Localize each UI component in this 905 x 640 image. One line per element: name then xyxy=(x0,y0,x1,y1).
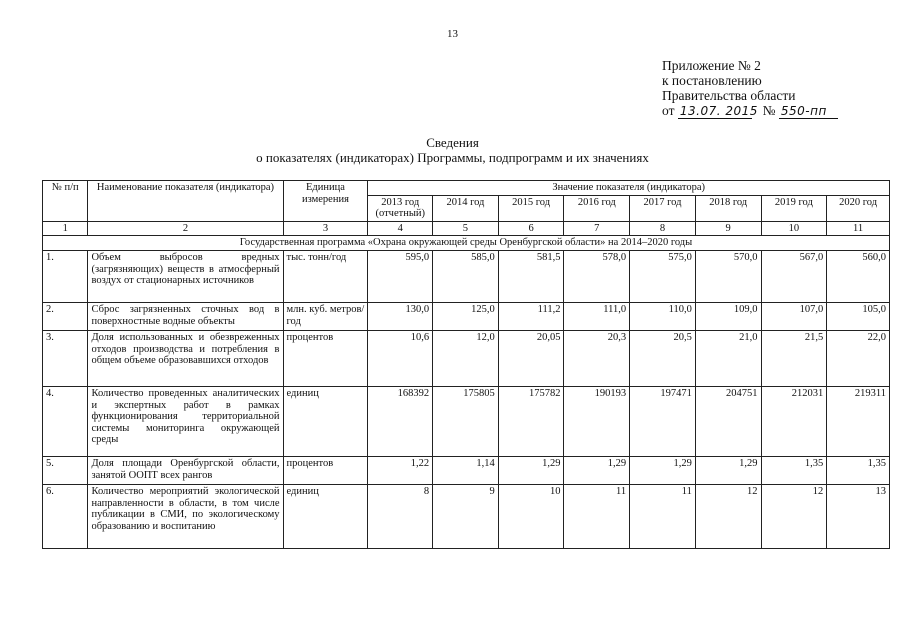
indicator-value: 12 xyxy=(761,484,827,548)
indicator-value: 168392 xyxy=(368,386,433,456)
row-number: 1. xyxy=(43,250,88,302)
indicator-value: 585,0 xyxy=(433,250,499,302)
header-year: 2013 год (отчетный) xyxy=(368,195,433,221)
header-year: 2018 год xyxy=(695,195,761,221)
indicator-value: 111,2 xyxy=(498,302,564,330)
indicator-value: 595,0 xyxy=(368,250,433,302)
table-row xyxy=(43,456,890,484)
column-number: 1 xyxy=(43,221,88,236)
document-title xyxy=(0,135,905,165)
indicator-value: 111,0 xyxy=(564,302,630,330)
unit-of-measure: процентов xyxy=(283,330,368,386)
indicator-value: 20,5 xyxy=(630,330,696,386)
indicator-value: 212031 xyxy=(761,386,827,456)
indicator-name: Сброс загрязненных сточных вод в поверхностные водные объекты xyxy=(88,302,283,330)
indicator-name: Количество проведенных аналитических и экспертных работ в рамках функционирования территориальной системы мониторинга окружающей среды xyxy=(88,386,283,456)
indicator-value: 570,0 xyxy=(695,250,761,302)
table-row xyxy=(43,386,890,456)
section-row xyxy=(43,236,890,251)
column-number: 2 xyxy=(88,221,283,236)
column-number: 9 xyxy=(695,221,761,236)
indicator-value: 204751 xyxy=(695,386,761,456)
indicators-table xyxy=(42,180,890,549)
indicator-value: 21,0 xyxy=(695,330,761,386)
indicator-value: 190193 xyxy=(564,386,630,456)
column-number: 6 xyxy=(498,221,564,236)
indicator-value: 11 xyxy=(630,484,696,548)
unit-of-measure: тыс. тонн/год xyxy=(283,250,368,302)
column-number: 4 xyxy=(368,221,433,236)
appendix-line-2: к постановлению xyxy=(662,73,762,88)
section-title: Государственная программа «Охрана окружающей среды Оренбургской области» на 2014–2020 годы xyxy=(43,236,890,251)
indicator-value: 1,29 xyxy=(630,456,696,484)
header-unit: Единица измерения xyxy=(283,181,368,222)
indicator-value: 21,5 xyxy=(761,330,827,386)
row-number: 6. xyxy=(43,484,88,548)
row-number: 5. xyxy=(43,456,88,484)
indicator-value: 109,0 xyxy=(695,302,761,330)
indicator-value: 567,0 xyxy=(761,250,827,302)
indicator-value: 197471 xyxy=(630,386,696,456)
indicator-value: 1,29 xyxy=(564,456,630,484)
column-number-row xyxy=(43,221,890,236)
column-number: 11 xyxy=(827,221,890,236)
unit-of-measure: единиц xyxy=(283,484,368,548)
indicator-value: 11 xyxy=(564,484,630,548)
header-num: № п/п xyxy=(43,181,88,222)
indicator-name: Объем выбросов вредных (загрязняющих) веществ в атмосферный воздух от стационарных источников xyxy=(88,250,283,302)
indicator-value: 107,0 xyxy=(761,302,827,330)
indicator-value: 1,22 xyxy=(368,456,433,484)
header-year: 2016 год xyxy=(564,195,630,221)
table-row xyxy=(43,250,890,302)
column-number: 10 xyxy=(761,221,827,236)
row-number: 2. xyxy=(43,302,88,330)
column-number: 5 xyxy=(433,221,499,236)
indicator-name: Доля использованных и обезвреженных отходов производства и потребления в общем объеме образовавшихся отходов xyxy=(88,330,283,386)
indicator-name: Количество мероприятий экологической направленности в области, в том числе публикации в СМИ, по экологическому образованию и воспитанию xyxy=(88,484,283,548)
page-number: 13 xyxy=(447,28,458,40)
appendix-line-1: Приложение № 2 xyxy=(662,58,761,73)
handwritten-number: 550-пп xyxy=(780,104,827,118)
column-number: 8 xyxy=(630,221,696,236)
unit-of-measure: млн. куб. метров/год xyxy=(283,302,368,330)
indicator-value: 130,0 xyxy=(368,302,433,330)
header-row-1 xyxy=(43,181,890,196)
indicator-value: 175782 xyxy=(498,386,564,456)
indicator-value: 12 xyxy=(695,484,761,548)
indicator-value: 10,6 xyxy=(368,330,433,386)
date-prefix: от xyxy=(662,103,675,118)
header-year: 2014 год xyxy=(433,195,499,221)
indicator-value: 560,0 xyxy=(827,250,890,302)
indicator-value: 110,0 xyxy=(630,302,696,330)
indicator-value: 1,35 xyxy=(761,456,827,484)
unit-of-measure: единиц xyxy=(283,386,368,456)
table-row xyxy=(43,302,890,330)
indicator-value: 578,0 xyxy=(564,250,630,302)
unit-of-measure: процентов xyxy=(283,456,368,484)
header-values: Значение показателя (индикатора) xyxy=(368,181,890,196)
row-number: 4. xyxy=(43,386,88,456)
indicator-value: 10 xyxy=(498,484,564,548)
appendix-block xyxy=(662,58,838,119)
indicator-value: 175805 xyxy=(433,386,499,456)
number-prefix: № xyxy=(762,103,776,118)
indicator-value: 20,3 xyxy=(564,330,630,386)
indicator-value: 20,05 xyxy=(498,330,564,386)
indicator-value: 1,14 xyxy=(433,456,499,484)
indicator-value: 1,29 xyxy=(695,456,761,484)
handwritten-date: 13.07. 2015 xyxy=(679,104,758,118)
header-year: 2020 год xyxy=(827,195,890,221)
appendix-date-line xyxy=(662,103,838,119)
indicator-value: 1,29 xyxy=(498,456,564,484)
header-year: 2019 год xyxy=(761,195,827,221)
header-year: 2015 год xyxy=(498,195,564,221)
row-number: 3. xyxy=(43,330,88,386)
indicator-value: 9 xyxy=(433,484,499,548)
indicator-value: 1,35 xyxy=(827,456,890,484)
indicator-value: 575,0 xyxy=(630,250,696,302)
table-row xyxy=(43,330,890,386)
table-row xyxy=(43,484,890,548)
indicator-value: 13 xyxy=(827,484,890,548)
indicator-name: Доля площади Оренбургской области, занятой ООПТ всех рангов xyxy=(88,456,283,484)
indicator-value: 581,5 xyxy=(498,250,564,302)
indicator-value: 219311 xyxy=(827,386,890,456)
indicator-value: 12,0 xyxy=(433,330,499,386)
column-number: 7 xyxy=(564,221,630,236)
appendix-line-3: Правительства области xyxy=(662,88,796,103)
indicator-value: 105,0 xyxy=(827,302,890,330)
header-year: 2017 год xyxy=(630,195,696,221)
title-line-1: Сведения xyxy=(426,135,479,150)
column-number: 3 xyxy=(283,221,368,236)
indicator-value: 22,0 xyxy=(827,330,890,386)
indicator-value: 125,0 xyxy=(433,302,499,330)
title-line-2: о показателях (индикаторах) Программы, подпрограмм и их значениях xyxy=(256,150,649,165)
indicator-value: 8 xyxy=(368,484,433,548)
header-name: Наименование показателя (индикатора) xyxy=(88,181,283,222)
